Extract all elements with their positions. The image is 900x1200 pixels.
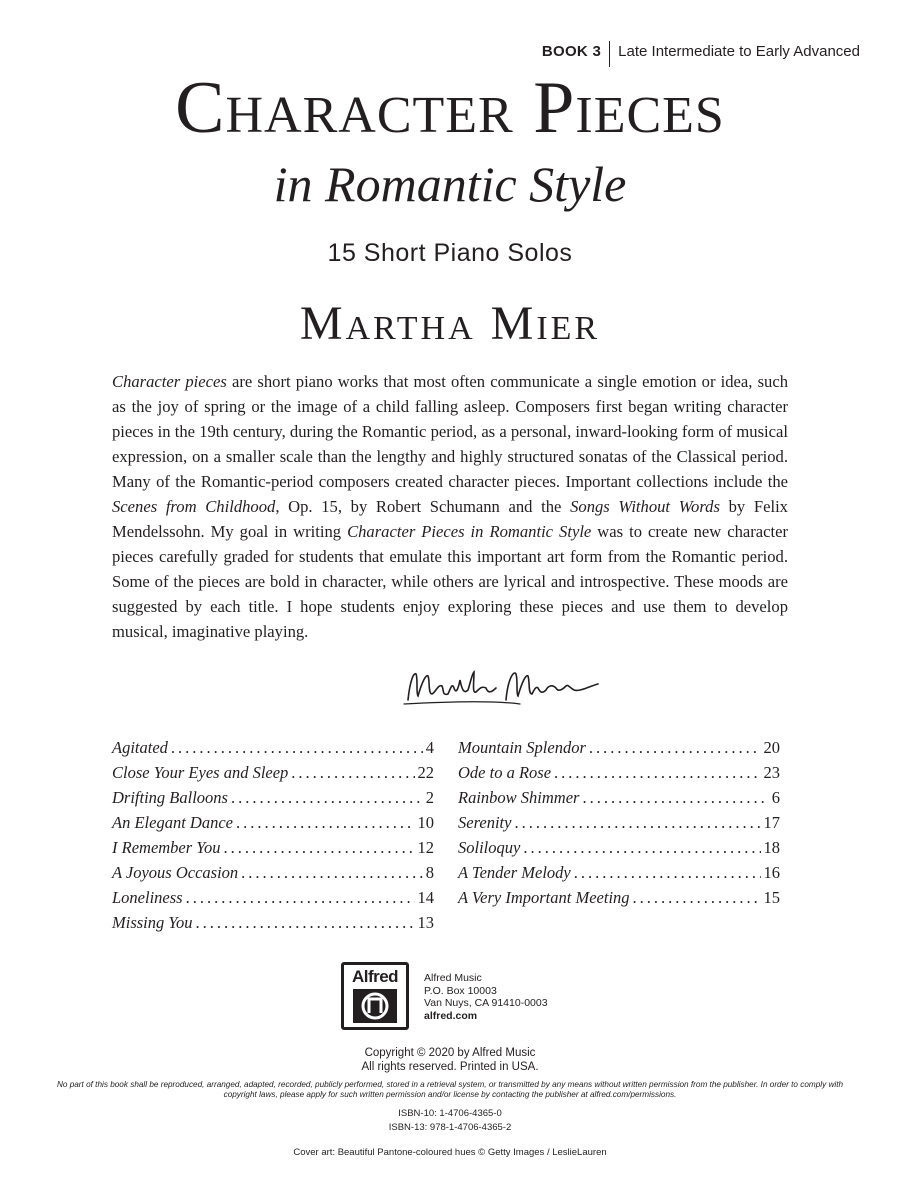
- cover-art-credit: Cover art: Beautiful Pantone-coloured hues © Getty Images / LeslieLauren: [293, 1147, 607, 1158]
- toc-left-column: [112, 738, 434, 938]
- toc-title: A Tender Melody: [458, 863, 571, 882]
- toc-title: Loneliness: [112, 888, 183, 907]
- logo-wordmark: Alfred: [351, 967, 399, 986]
- isbn-10: ISBN-10: 1-4706-4365-0: [398, 1108, 502, 1119]
- toc-entry[interactable]: [458, 738, 780, 763]
- introduction-paragraph: [112, 369, 788, 644]
- rights-line: All rights reserved. Printed in USA.: [361, 1061, 539, 1073]
- intro-em-1: Character pieces: [112, 372, 227, 391]
- isbn-13: ISBN-13: 978-1-4706-4365-2: [388, 1122, 512, 1133]
- toc-page: 20: [763, 738, 780, 757]
- isbn-block: [0, 1107, 900, 1135]
- toc-page: 10: [417, 813, 434, 832]
- toc-leader-dots: [186, 888, 415, 908]
- toc-leader-dots: [514, 813, 760, 833]
- toc-entry[interactable]: [112, 763, 434, 788]
- difficulty-level: Late Intermediate to Early Advanced: [618, 42, 860, 60]
- intro-em-4: Character Pieces in Romantic Style: [347, 522, 592, 541]
- book-title: Character Pieces: [175, 67, 725, 149]
- publisher-address: [424, 972, 548, 1022]
- toc-page: 13: [417, 913, 434, 932]
- toc-page: 15: [763, 888, 780, 907]
- toc-entry[interactable]: [112, 838, 434, 863]
- toc-title: A Very Important Meeting: [458, 888, 630, 907]
- toc-title: Serenity: [458, 813, 512, 832]
- toc-entry[interactable]: [112, 738, 434, 763]
- composer-name: Martha Mier: [299, 297, 601, 350]
- toc-entry[interactable]: [112, 788, 434, 813]
- toc-leader-dots: [171, 738, 423, 758]
- toc-title: Soliloquy: [458, 838, 521, 857]
- toc-entry[interactable]: [458, 888, 780, 913]
- toc-entry[interactable]: [112, 888, 434, 913]
- toc-leader-dots: [291, 763, 414, 783]
- toc-title: A Joyous Occasion: [112, 863, 239, 882]
- toc-leader-dots: [241, 863, 423, 883]
- intro-text-2: , Op. 15, by Robert Schumann and the: [275, 497, 571, 516]
- toc-entry[interactable]: [458, 863, 780, 888]
- toc-title: Drifting Balloons: [112, 788, 228, 807]
- toc-title: I Remember You: [112, 838, 221, 857]
- publisher-name: Alfred Music: [424, 972, 482, 984]
- toc-leader-dots: [196, 913, 415, 933]
- toc-page: 22: [417, 763, 434, 782]
- toc-leader-dots: [236, 813, 415, 833]
- publisher-url[interactable]: alfred.com: [424, 1009, 478, 1022]
- toc-leader-dots: [231, 788, 423, 808]
- toc-title: Agitated: [112, 738, 168, 757]
- toc-page: 16: [763, 863, 780, 882]
- toc-page: 6: [771, 788, 780, 807]
- alfred-logo: [341, 962, 409, 1030]
- intro-text-1: are short piano works that most often communicate a single emotion or idea, such as the joy of spring or the image of a child falling asleep. Composers first began writing character pieces in the 19th century, during the Romantic period, as a personal, inward-looking form of musical expression, on a smaller scale than the lengthy and highly structured sonatas of the Classical period. Many of the Romantic-period composers created character pieces. Important collections include the: [112, 372, 788, 491]
- toc-leader-dots: [574, 863, 761, 883]
- toc-leader-dots: [523, 838, 760, 858]
- toc-right-column: [458, 738, 780, 913]
- toc-page: 12: [417, 838, 434, 857]
- toc-title: Rainbow Shimmer: [458, 788, 580, 807]
- book-tagline: 15 Short Piano Solos: [327, 239, 573, 267]
- intro-em-2: Scenes from Childhood: [112, 497, 276, 516]
- toc-leader-dots: [582, 788, 768, 808]
- toc-entry[interactable]: [112, 863, 434, 888]
- toc-page: 18: [763, 838, 780, 857]
- composer-signature: [400, 660, 610, 716]
- copyright-block: [0, 1046, 900, 1074]
- toc-entry[interactable]: [112, 913, 434, 938]
- toc-page: 17: [763, 813, 780, 832]
- toc-entry[interactable]: [458, 763, 780, 788]
- publisher-city: Van Nuys, CA 91410-0003: [424, 997, 548, 1009]
- header-divider: [609, 41, 610, 67]
- toc-title: Ode to a Rose: [458, 763, 552, 782]
- toc-leader-dots: [554, 763, 760, 783]
- alfred-emblem-icon: [353, 989, 397, 1023]
- toc-leader-dots: [589, 738, 761, 758]
- toc-page: 14: [417, 888, 434, 907]
- book-number: BOOK 3: [541, 42, 602, 60]
- legal-notice: No part of this book shall be reproduced, arranged, adapted, recorded, publicly performed, stored in a retrieval system, or transmitted by any means without written permission from the publisher. In order to comply with copyright laws, please apply for such written permission and/or license by contacting the publisher at alfred.com/permissions.: [56, 1080, 844, 1099]
- intro-text-4: was to create new character pieces carefully graded for students that emulate this important art form from the Romantic period. Some of the pieces are bold in character, while others are lyrical and introspective. These moods are suggested by each title. I hope students enjoy exploring these pieces and use them to develop musical, imaginative playing.: [112, 522, 788, 641]
- toc-title: Mountain Splendor: [458, 738, 586, 757]
- book-level-header: [542, 38, 860, 64]
- toc-entry[interactable]: [458, 838, 780, 863]
- toc-title: Close Your Eyes and Sleep: [112, 763, 289, 782]
- toc-entry[interactable]: [112, 813, 434, 838]
- toc-entry[interactable]: [458, 788, 780, 813]
- toc-page: 8: [425, 863, 434, 882]
- copyright-line: Copyright © 2020 by Alfred Music: [364, 1047, 536, 1059]
- toc-page: 2: [425, 788, 434, 807]
- toc-title: An Elegant Dance: [112, 813, 233, 832]
- publisher-po-box: P.O. Box 10003: [424, 984, 497, 997]
- book-subtitle: in Romantic Style: [273, 156, 627, 212]
- intro-text-3: by Felix Mendelssohn. My goal in writing: [112, 497, 788, 541]
- toc-leader-dots: [223, 838, 414, 858]
- intro-em-3: Songs Without Words: [570, 497, 720, 516]
- toc-page: 4: [425, 738, 434, 757]
- toc-page: 23: [763, 763, 780, 782]
- toc-entry[interactable]: [458, 813, 780, 838]
- toc-title: Missing You: [112, 913, 193, 932]
- toc-leader-dots: [633, 888, 761, 908]
